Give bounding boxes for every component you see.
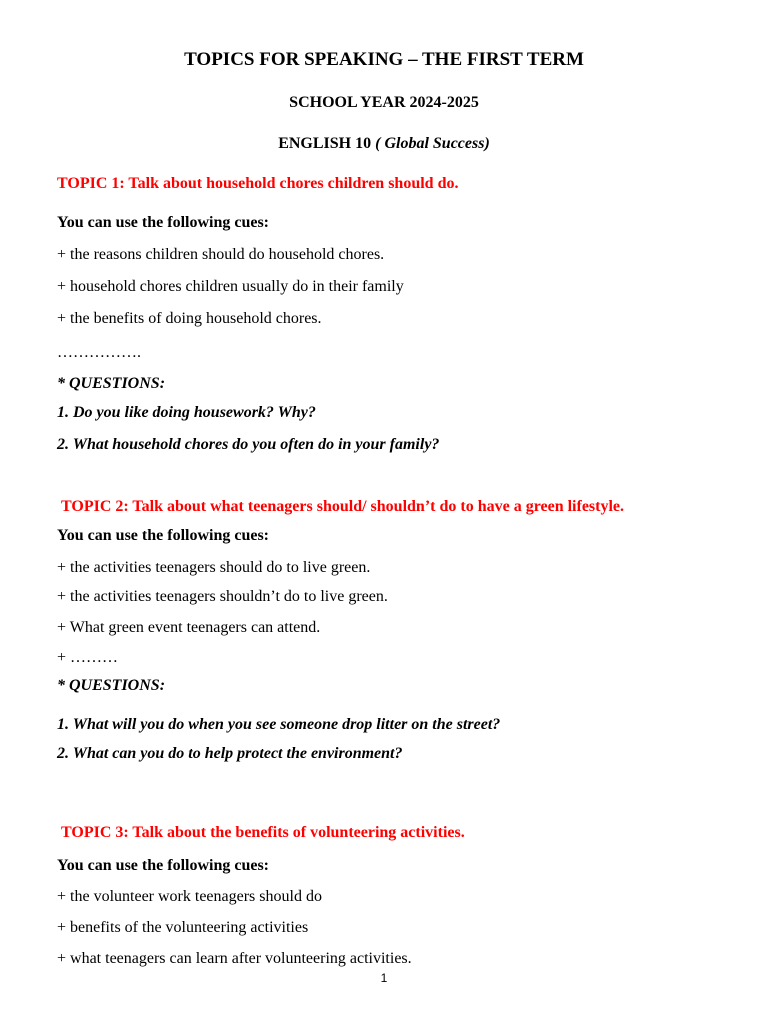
page-title: TOPICS FOR SPEAKING – THE FIRST TERM bbox=[184, 49, 584, 70]
school-year: SCHOOL YEAR 2024-2025 bbox=[289, 94, 479, 111]
course-book: ( Global Success) bbox=[375, 135, 490, 152]
topic-3-heading: TOPIC 3: Talk about the benefits of volunteering activities. bbox=[61, 824, 465, 841]
topic-2-cue-ellipsis: + ……… bbox=[57, 649, 119, 666]
page-number: 1 bbox=[380, 971, 388, 985]
topic-2-cue: + the activities teenagers shouldn’t do to live green. bbox=[57, 588, 388, 605]
topic-1-cue: + the benefits of doing household chores. bbox=[57, 310, 322, 327]
topic-3-cue: + what teenagers can learn after volunteering activities. bbox=[57, 950, 412, 967]
topic-1-cue: + the reasons children should do household chores. bbox=[57, 246, 385, 263]
topic-3-cues-label: You can use the following cues: bbox=[57, 857, 270, 874]
topic-1-question: 2. What household chores do you often do in your family? bbox=[57, 436, 440, 453]
topic-2-question: 2. What can you do to help protect the environment? bbox=[57, 745, 403, 762]
topic-1-heading: TOPIC 1: Talk about household chores children should do. bbox=[57, 175, 459, 192]
topic-2-heading: TOPIC 2: Talk about what teenagers should/ shouldn’t do to have a green lifestyle. bbox=[61, 498, 625, 515]
topic-1-cue-ellipsis: ……………. bbox=[57, 344, 141, 361]
topic-2-cue: + What green event teenagers can attend. bbox=[57, 619, 321, 636]
course-line bbox=[0, 134, 768, 154]
topic-2-questions-label: * QUESTIONS: bbox=[57, 677, 166, 694]
topic-1-question: 1. Do you like doing housework? Why? bbox=[57, 404, 316, 421]
topic-1-cue: + household chores children usually do in their family bbox=[57, 278, 404, 295]
topic-3-cue: + the volunteer work teenagers should do bbox=[57, 888, 322, 905]
topic-2-cue: + the activities teenagers should do to live green. bbox=[57, 559, 371, 576]
topic-1-questions-label: * QUESTIONS: bbox=[57, 375, 166, 392]
course-name: ENGLISH 10 bbox=[278, 135, 372, 152]
topic-2-cues-label: You can use the following cues: bbox=[57, 527, 270, 544]
topic-2-question: 1. What will you do when you see someone drop litter on the street? bbox=[57, 716, 501, 733]
topic-1-cues-label: You can use the following cues: bbox=[57, 214, 270, 231]
topic-3-cue: + benefits of the volunteering activities bbox=[57, 919, 309, 936]
